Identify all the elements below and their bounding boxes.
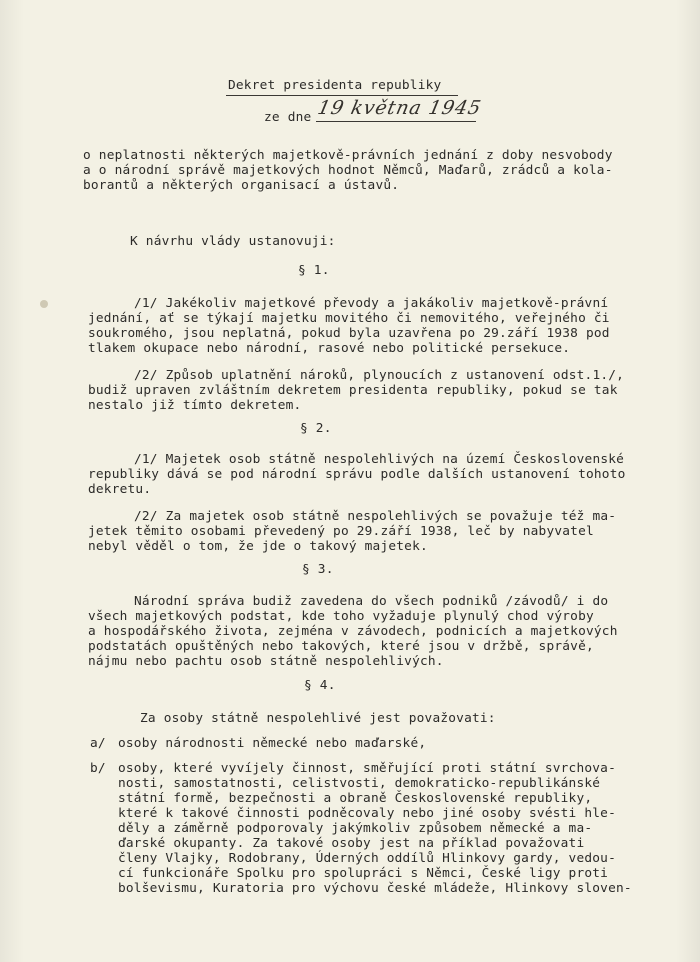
paragraph-line: všech majetkových podstat, kde toho vyžaduje plynulý chod výroby: [88, 609, 594, 624]
paragraph-line: /1/ Jakékoliv majetkové převody a jakákoliv majetkově-právní: [134, 296, 609, 311]
preamble: K návrhu vlády ustanovuji:: [130, 234, 336, 249]
paragraph-line: republiky dává se pod národní správu podle dalších ustanovení tohoto: [88, 467, 626, 482]
paragraph-line: podstatách opuštěných nebo takových, které jsou v držbě, správě,: [88, 639, 594, 654]
handwritten-date: 19 května 1945: [315, 97, 484, 119]
list-marker: b/: [90, 761, 106, 776]
title-underline: [226, 95, 458, 96]
paragraph-line: soukromého, jsou neplatná, pokud byla uzavřena po 29.září 1938 pod: [88, 326, 610, 341]
paragraph-line: nebyl věděl o tom, že jde o takový majetek.: [88, 539, 428, 554]
paragraph-line: jednání, ať se týkají majetku movitého či nemovitého, veřejného či: [88, 311, 610, 326]
list-item-line: státní formě, bezpečnosti a obraně Československé republiky,: [118, 791, 593, 806]
section-heading: § 4.: [304, 678, 336, 693]
section-heading: § 3.: [302, 562, 334, 577]
list-item-line: osoby, které vyvíjely činnost, směřující proti státní svrchova-: [118, 761, 616, 776]
list-item-line: členy Vlajky, Rodobrany, Úderných oddílů Hlinkovy gardy, vedou-: [118, 851, 616, 866]
paragraph-line: jetek těmito osobami převedený po 29.září 1938, leč by nabyvatel: [88, 524, 594, 539]
list-item-line: osoby národnosti německé nebo maďarské,: [118, 736, 427, 751]
subject-line: a o národní správě majetkových hodnot Němců, Maďarů, zrádců a kola-: [83, 163, 613, 178]
paragraph-line: /1/ Majetek osob státně nespolehlivých na území Československé: [134, 452, 625, 467]
date-prefix: ze dne: [264, 110, 312, 125]
section-heading: § 2.: [300, 421, 332, 436]
paragraph-line: budiž upraven zvláštním dekretem presidenta republiky, pokud se tak: [88, 383, 618, 398]
paragraph-line: dekretu.: [88, 482, 152, 497]
list-item-line: bolševismu, Kuratoria pro výchovu české mládeže, Hlinkovy sloven-: [118, 881, 632, 896]
paragraph-line: /2/ Za majetek osob státně nespolehlivých se považuje též ma-: [134, 509, 617, 524]
list-item-line: ďarské okupanty. Za takové osoby jest na příklad považovati: [118, 836, 585, 851]
section-heading: § 1.: [298, 263, 330, 278]
paragraph-line: Národní správa budiž zavedena do všech podniků /závodů/ i do: [134, 594, 609, 609]
document-title: Dekret presidenta republiky: [228, 78, 442, 93]
list-item-line: cí funkcionáře Spolku pro spolupráci s Němci, České ligy proti: [118, 866, 609, 881]
date-underline: [316, 121, 476, 122]
paragraph-line: /2/ Způsob uplatnění nároků, plynoucích z ustanovení odst.1./,: [134, 368, 625, 383]
list-item-line: které k takové činnosti podněcovaly nebo jiné osoby svésti hle-: [118, 806, 616, 821]
list-item-line: děly a záměrně podporovaly jakýmkoliv způsobem německé a ma-: [118, 821, 593, 836]
paragraph-line: nestalo již tímto dekretem.: [88, 398, 302, 413]
paragraph-line: Za osoby státně nespolehlivé jest považovati:: [140, 711, 496, 726]
paragraph-line: tlakem okupace nebo národní, rasové nebo politické persekuce.: [88, 341, 571, 356]
list-item-line: nosti, samostatnosti, celistvosti, demokraticko-republikánské: [118, 776, 601, 791]
paragraph-line: a hospodářského života, zejména v závodech, podnicích a majetkových: [88, 624, 618, 639]
subject-line: o neplatnosti některých majetkově-právních jednání z doby nesvobody: [83, 148, 613, 163]
paragraph-line: nájmu nebo pachtu osob státně nespolehlivých.: [88, 654, 444, 669]
hole-punch-mark: [40, 300, 48, 308]
subject-line: borantů a některých organisací a ústavů.: [83, 178, 400, 193]
list-marker: a/: [90, 736, 106, 751]
